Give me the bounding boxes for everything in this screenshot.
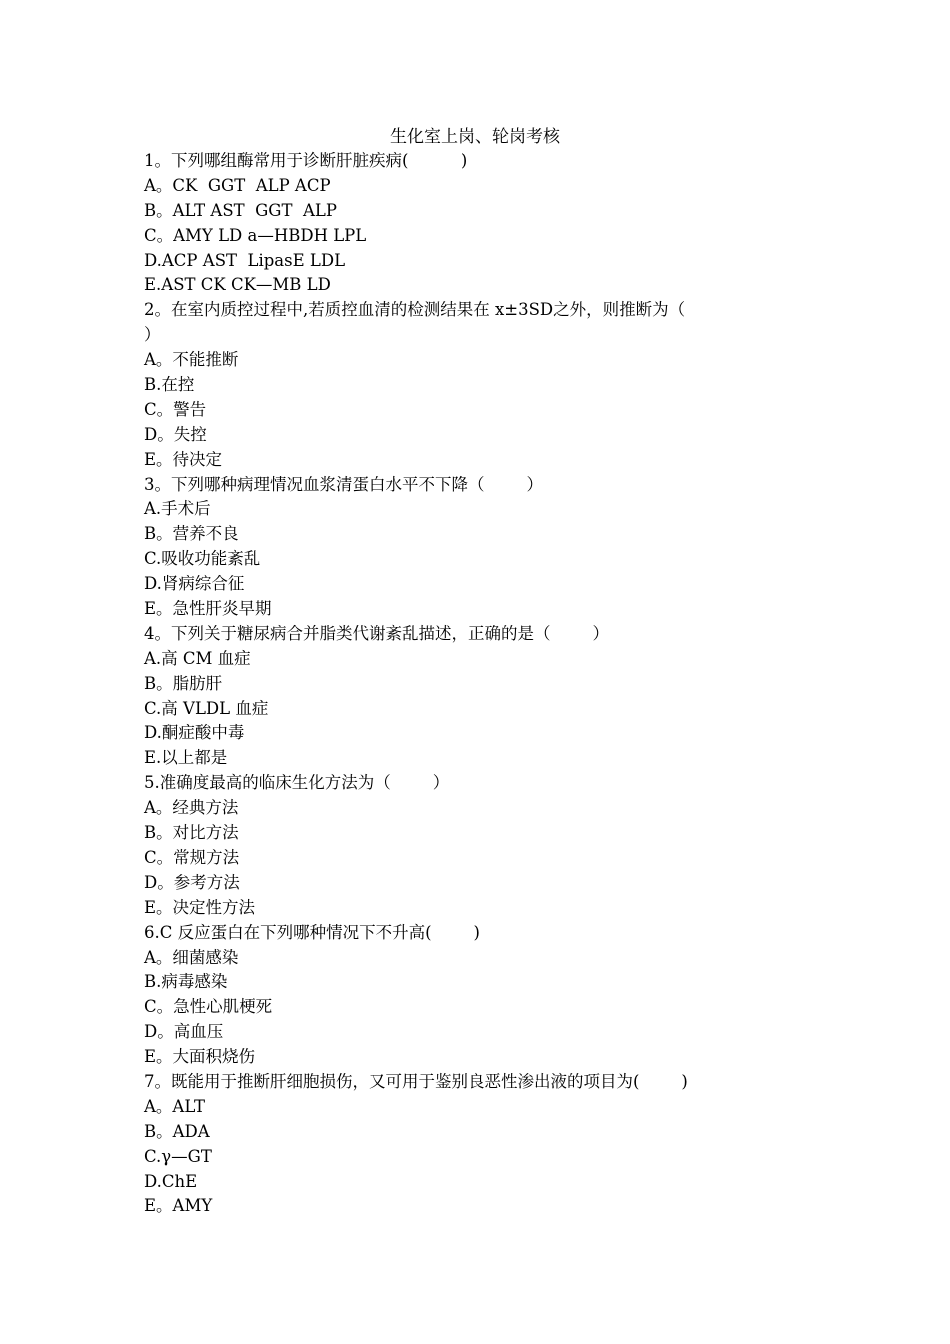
option-c: C.γ—GT <box>144 1146 212 1166</box>
option-c: C。AMY LD a—HBDH LPL <box>144 225 367 245</box>
question-stem: 4。下列关于糖尿病合并脂类代谢紊乱描述，正确的是（ ） <box>144 623 609 643</box>
option-b: B。ALT AST GGT ALP <box>144 200 337 220</box>
option-b: B.在控 <box>144 375 195 395</box>
option-a: A。CK GGT ALP ACP <box>144 175 331 195</box>
question-stem: 2。在室内质控过程中,若质控血清的检测结果在 x±3SD之外，则推断为（ <box>144 300 686 320</box>
option-c: C。急性心肌梗死 <box>144 997 273 1017</box>
option-a: A。ALT <box>144 1096 205 1116</box>
option-e: E。决定性方法 <box>144 897 256 917</box>
question-list <box>144 149 824 1219</box>
option-a: A.手术后 <box>144 499 211 519</box>
question-stem: 5.准确度最高的临床生化方法为（ ） <box>144 773 450 793</box>
option-c: C。常规方法 <box>144 847 240 867</box>
option-c: C。警告 <box>144 399 207 419</box>
option-e: E.AST CK CK—MB LD <box>144 275 331 295</box>
question-stem: 1。下列哪组酶常用于诊断肝脏疾病( ) <box>144 151 468 170</box>
question-stem: 7。既能用于推断肝细胞损伤，又可用于鉴别良恶性渗出液的项目为( ) <box>144 1071 688 1091</box>
option-e: E.以上都是 <box>144 748 228 768</box>
option-e: E。AMY <box>144 1196 213 1216</box>
option-e: E。急性肝炎早期 <box>144 599 272 619</box>
option-a: A.高 CM 血症 <box>144 648 251 668</box>
question-1 <box>144 149 824 298</box>
option-d: D.ACP AST LipasE LDL <box>144 250 346 270</box>
question-5 <box>144 771 824 920</box>
question-stem-continuation: ） <box>144 325 161 345</box>
option-c: C.吸收功能紊乱 <box>144 549 261 569</box>
question-4 <box>144 622 824 771</box>
question-stem: 3。下列哪种病理情况血浆清蛋白水平不下降（ ） <box>144 474 543 494</box>
option-e: E。大面积烧伤 <box>144 1047 256 1067</box>
option-a: A。不能推断 <box>144 350 239 370</box>
option-d: D。高血压 <box>144 1022 224 1042</box>
option-d: D.ChE <box>144 1171 198 1191</box>
question-stem: 6.C 反应蛋白在下列哪种情况下不升高( ) <box>144 922 480 942</box>
document-title: 生化室上岗、轮岗考核 <box>390 127 560 147</box>
question-2 <box>144 298 824 472</box>
question-7 <box>144 1070 824 1219</box>
option-b: B.病毒感染 <box>144 972 228 992</box>
option-a: A。细菌感染 <box>144 947 239 967</box>
option-b: B。营养不良 <box>144 524 239 544</box>
question-3 <box>144 473 824 622</box>
option-d: D.肾病综合征 <box>144 574 245 594</box>
option-e: E。待决定 <box>144 449 223 469</box>
option-d: D。失控 <box>144 424 207 444</box>
option-b: B。脂肪肝 <box>144 673 223 693</box>
option-c: C.高 VLDL 血症 <box>144 698 269 718</box>
option-b: B。ADA <box>144 1121 210 1141</box>
option-d: D。参考方法 <box>144 872 240 892</box>
option-b: B。对比方法 <box>144 823 239 843</box>
option-a: A。经典方法 <box>144 798 239 818</box>
option-d: D.酮症酸中毒 <box>144 723 245 743</box>
question-6 <box>144 921 824 1070</box>
